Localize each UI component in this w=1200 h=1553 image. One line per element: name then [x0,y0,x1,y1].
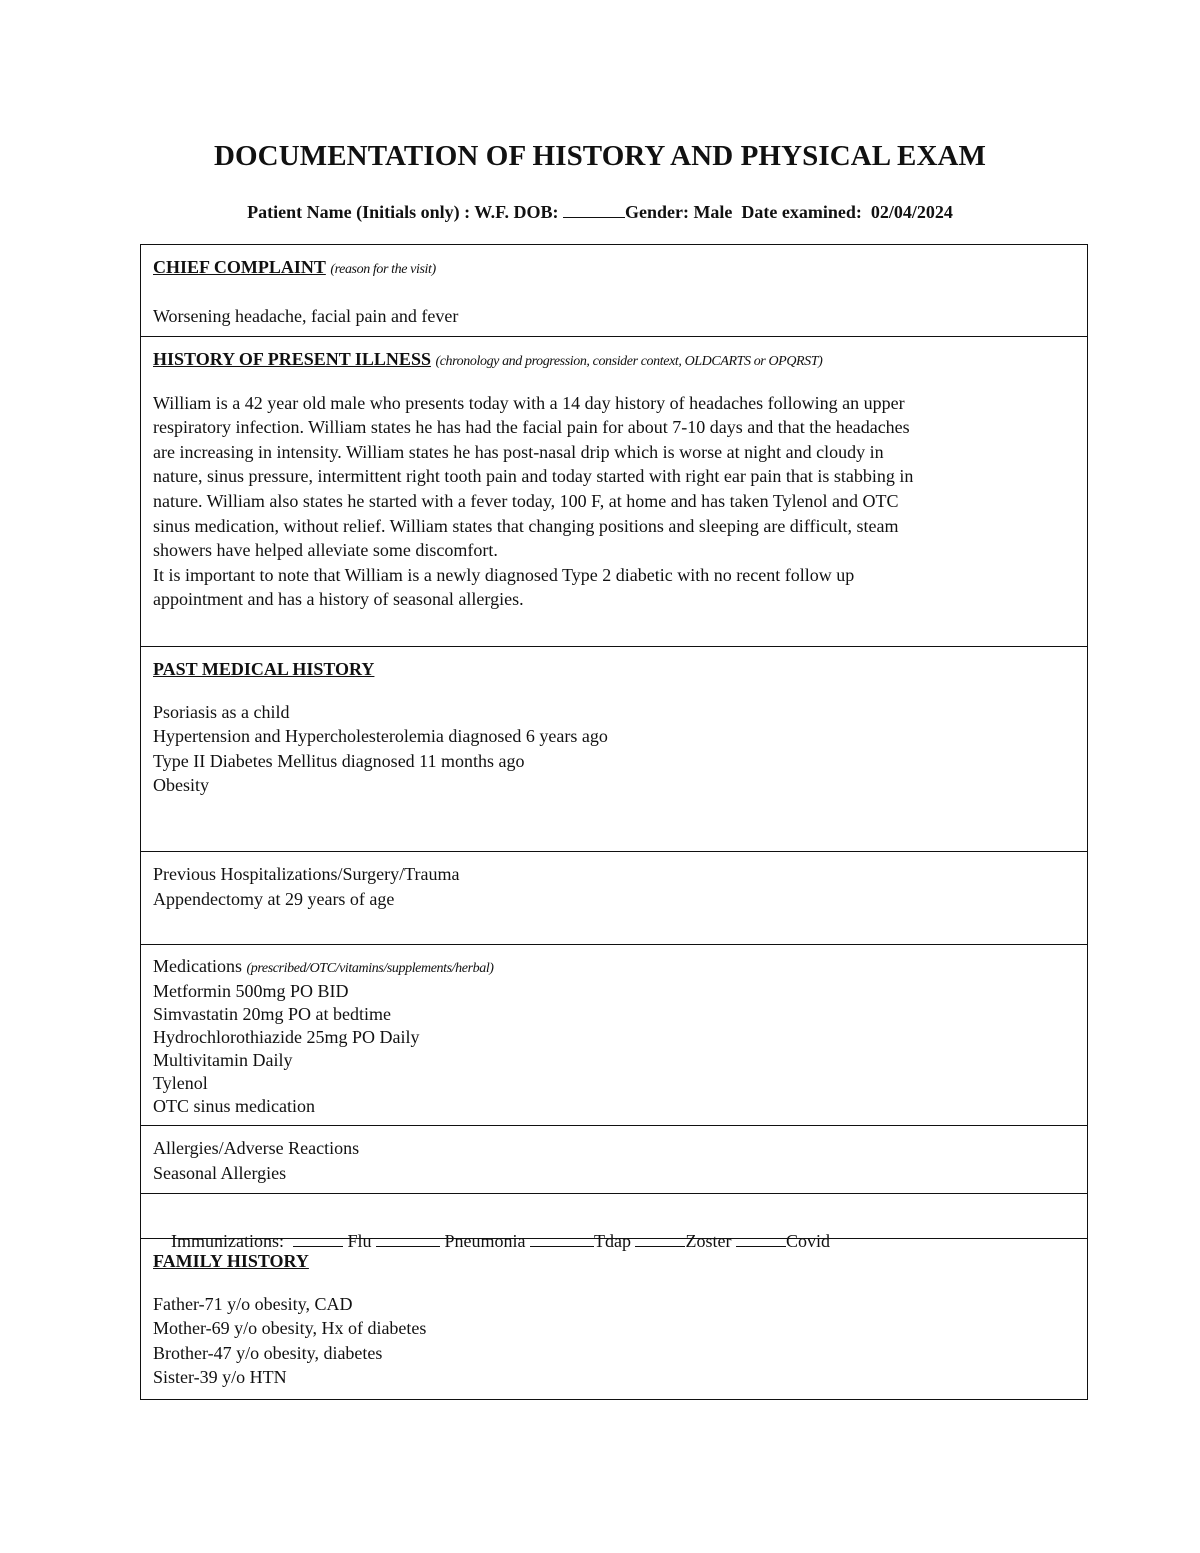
hospitalizations-section [141,852,1087,945]
list-item: Metformin 500mg PO BID [153,981,349,1001]
chief-complaint-section [141,245,1087,337]
past-medical-history-section [141,647,1087,852]
patient-name-dob-label: Patient Name (Initials only) : W.F. DOB: [247,202,559,222]
hpi-line: It is important to note that William is a newly diagnosed Type 2 diabetic with no recent follow up [153,564,855,585]
list-item: Tylenol [153,1073,208,1093]
list-item: Sister-39 y/o HTN [153,1367,287,1388]
list-item: Brother-47 y/o obesity, diabetes [153,1342,383,1363]
list-item: Obesity [153,775,209,796]
list-item: Mother-69 y/o obesity, Hx of diabetes [153,1318,427,1339]
hpi-line: respiratory infection. William states he has had the facial pain for about 7-10 days and that the headaches [153,417,910,438]
gender-date-label: Gender: Male Date examined: 02/04/2024 [624,202,953,222]
hpi-hint: (chronology and progression, consider context, OLDCARTS or OPQRST) [435,354,823,369]
list-item: Hydrochlorothiazide 25mg PO Daily [153,1027,420,1047]
chief-complaint-heading-line [153,255,1075,283]
immunization-zoster: Zoster [685,1230,732,1251]
chief-complaint-hint: (reason for the visit) [330,262,436,277]
family-history-list [153,1292,1075,1390]
hpi-line: nature, sinus pressure, intermittent right tooth pain and today started with right ear pain that is stabbing in [153,466,914,487]
family-history-heading-line [153,1249,1075,1274]
immunization-pneumonia: Pneumonia [444,1230,526,1251]
medications-section [141,945,1087,1126]
hpi-line: William is a 42 year old male who presents today with a 14 day history of headaches following an upper [153,392,905,413]
allergies-section [141,1126,1087,1194]
hpi-line: appointment and has a history of seasonal allergies. [153,589,524,610]
list-item: Father-71 y/o obesity, CAD [153,1293,353,1314]
list-item: Hypertension and Hypercholesterolemia diagnosed 6 years ago [153,726,608,747]
immunizations-section [141,1194,1087,1251]
list-item: Simvastatin 20mg PO at bedtime [153,1004,391,1024]
hpi-text [153,391,1075,612]
allergies-heading: Allergies/Adverse Reactions [153,1138,360,1158]
list-item: Type II Diabetes Mellitus diagnosed 11 months ago [153,750,525,771]
hpi-heading-line [153,347,1075,375]
dob-blank[interactable] [563,201,625,218]
chief-complaint-heading: CHIEF COMPLAINT [153,257,326,277]
patient-info-line [0,201,1200,223]
chief-complaint-text: Worsening headache, facial pain and fever [153,305,459,326]
immunization-flu: Flu [347,1230,372,1251]
history-physical-form [140,244,1088,1400]
immunizations-label: Immunizations: [171,1230,284,1251]
pmh-list [153,700,1075,798]
list-item: Appendectomy at 29 years of age [153,888,395,909]
hpi-heading: HISTORY OF PRESENT ILLNESS [153,349,431,369]
immunization-tdap: Tdap [594,1230,631,1251]
pmh-heading: PAST MEDICAL HISTORY [153,659,375,679]
family-history-heading: FAMILY HISTORY [153,1251,309,1271]
hospitalizations-heading: Previous Hospitalizations/Surgery/Trauma [153,864,460,884]
page-title: DOCUMENTATION OF HISTORY AND PHYSICAL EXAM [213,140,987,172]
medications-heading: Medications [153,956,242,976]
list-item: OTC sinus medication [153,1096,315,1116]
list-item: Psoriasis as a child [153,701,290,722]
hpi-line: are increasing in intensity. William states he has post-nasal drip which is worse at night and cloudy in [153,441,884,462]
hpi-section [141,337,1087,647]
medications-heading-line [153,955,1075,980]
hpi-line: showers have helped alleviate some discomfort. [153,540,498,561]
list-item: Multivitamin Daily [153,1050,293,1070]
medications-hint: (prescribed/OTC/vitamins/supplements/herbal) [246,961,494,976]
hpi-line: sinus medication, without relief. William states that changing positions and sleeping are difficult, steam [153,515,899,536]
hpi-line: nature. William also states he started with a fever today, 100 F, at home and has taken Tylenol and OTC [153,490,899,511]
immunization-covid: Covid [785,1230,830,1251]
list-item: Seasonal Allergies [153,1162,287,1183]
pmh-heading-line [153,657,1075,682]
family-history-section [141,1239,1087,1399]
